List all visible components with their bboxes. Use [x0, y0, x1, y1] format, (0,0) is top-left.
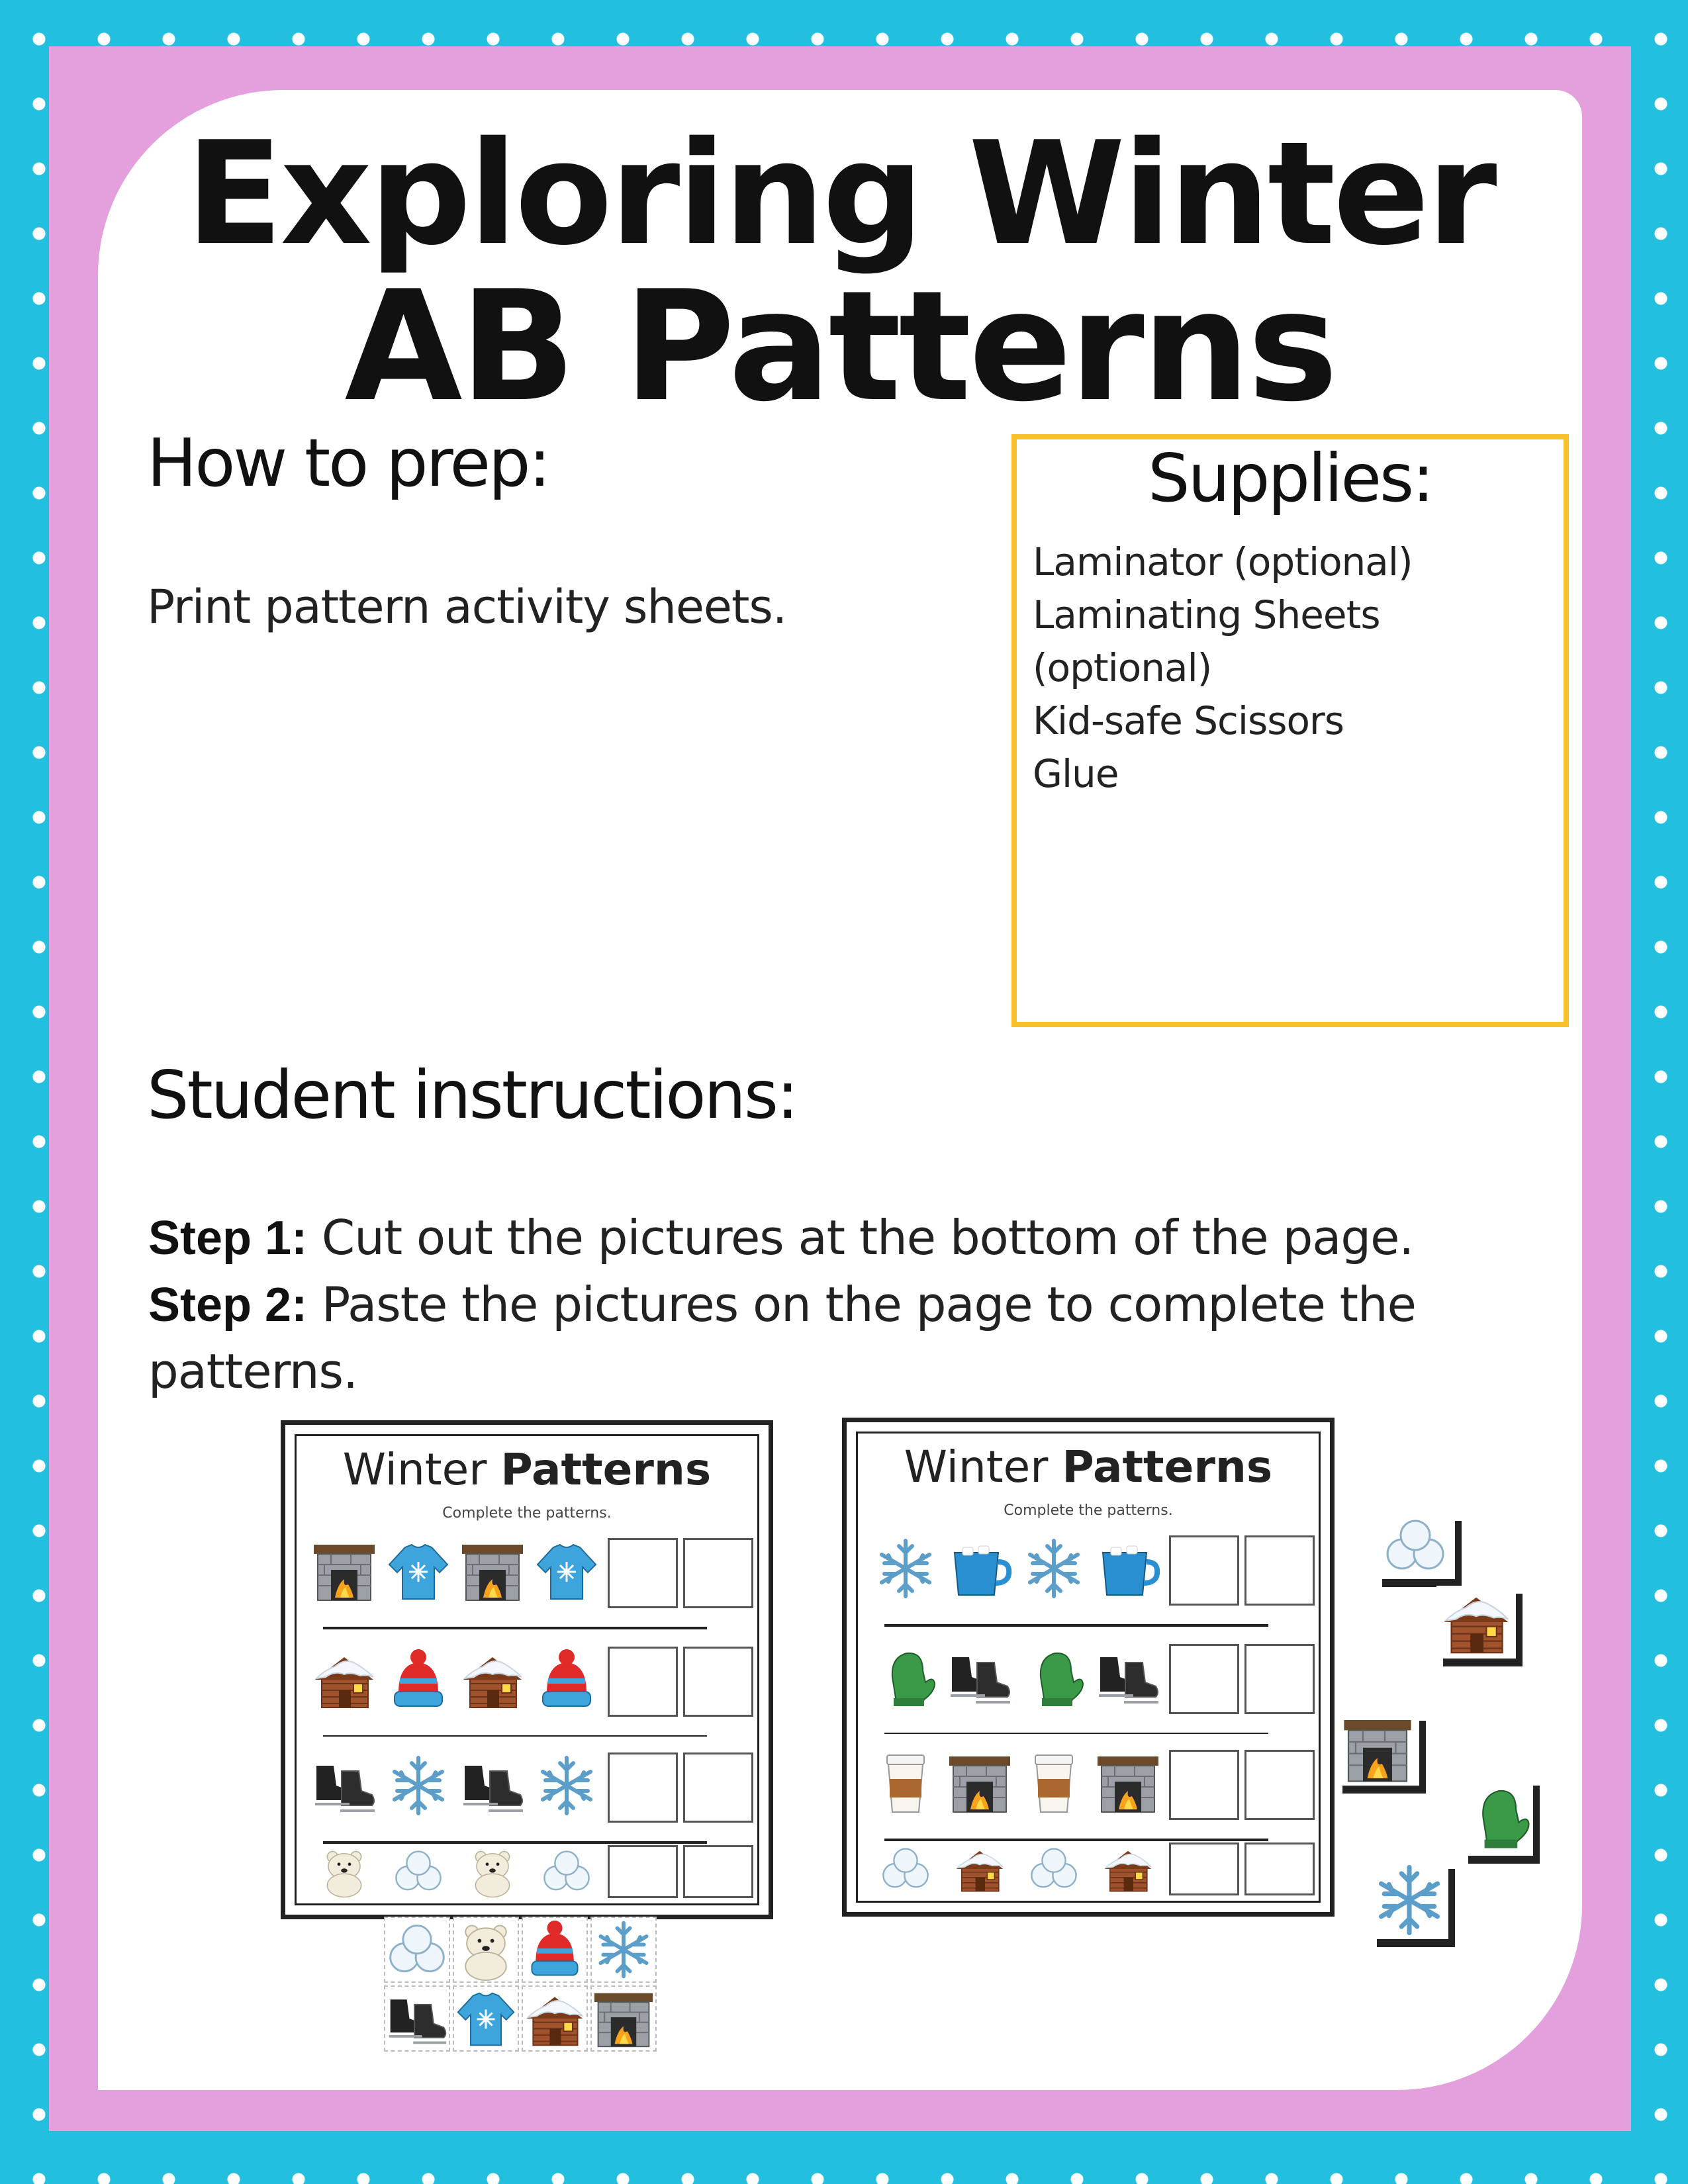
sweater-icon	[534, 1538, 600, 1604]
ice-skates-icon	[311, 1752, 377, 1819]
cabin-icon	[947, 1843, 1013, 1895]
snowflake-icon	[590, 1917, 657, 1983]
polar-bear-icon	[453, 1917, 519, 1983]
ice-skates-icon	[947, 1644, 1013, 1710]
hot-cocoa-icon	[1095, 1535, 1161, 1602]
answer-box	[683, 1845, 753, 1898]
ice-skates-icon	[459, 1752, 526, 1819]
row-divider	[323, 1841, 707, 1844]
worksheet-title-light: Winter	[342, 1444, 487, 1495]
instructions-heading: Student instructions:	[147, 1056, 797, 1134]
step-1-text: Cut out the pictures at the bottom of the page.	[307, 1210, 1414, 1265]
fireplace-icon	[1336, 1713, 1419, 1786]
supply-item: Laminator (optional)	[1033, 539, 1413, 584]
polar-bear-icon	[459, 1845, 526, 1898]
cabin-icon	[1436, 1586, 1516, 1659]
page-title-line1: Exploring Winter	[185, 111, 1495, 277]
snowballs-icon	[872, 1843, 939, 1895]
snowflake-icon	[1021, 1535, 1087, 1602]
answer-box	[1169, 1750, 1239, 1820]
answer-box	[1244, 1535, 1315, 1606]
cabin-icon	[1095, 1843, 1161, 1895]
winter-hat-icon	[522, 1917, 588, 1983]
answer-box	[1169, 1843, 1239, 1895]
step-2-text: Paste the pictures on the page to complete the patterns.	[148, 1277, 1416, 1399]
step-2	[148, 1271, 1505, 1404]
ice-skates-icon	[1095, 1644, 1161, 1710]
supply-item: Laminating Sheets (optional)	[1033, 592, 1380, 690]
snowballs-icon	[385, 1845, 451, 1898]
answer-box	[608, 1538, 678, 1608]
fireplace-icon	[947, 1750, 1013, 1816]
fireplace-icon	[590, 1985, 657, 2052]
supplies-heading: Supplies:	[1148, 439, 1432, 517]
worksheet-title-bold: Patterns	[500, 1444, 712, 1495]
snowflake-icon	[872, 1535, 939, 1602]
row-divider	[884, 1733, 1268, 1734]
mitten-icon	[1462, 1778, 1533, 1856]
supplies-list	[1033, 535, 1549, 800]
answer-box	[1169, 1535, 1239, 1606]
mitten-icon	[872, 1644, 939, 1710]
snowflake-icon	[1370, 1861, 1448, 1939]
cabin-icon	[459, 1647, 526, 1713]
answer-box	[683, 1647, 753, 1717]
worksheet-subtitle: Complete the patterns.	[442, 1505, 612, 1522]
worksheet-title	[297, 1444, 757, 1495]
answer-box	[1244, 1843, 1315, 1895]
supply-item: Kid-safe Scissors	[1033, 698, 1344, 743]
answer-box	[608, 1647, 678, 1717]
step-1-label: Step 1:	[148, 1212, 308, 1265]
coffee-cup-icon	[1021, 1750, 1087, 1816]
sweater-icon	[453, 1985, 519, 2052]
page-title-line2: AB Patterns	[344, 259, 1336, 435]
fireplace-icon	[459, 1538, 526, 1604]
worksheet-title	[858, 1441, 1319, 1492]
polar-bear-icon	[311, 1845, 377, 1898]
worksheet-border	[856, 1432, 1321, 1903]
coffee-cup-icon	[872, 1750, 939, 1816]
snowballs-icon	[1021, 1843, 1087, 1895]
snowballs-icon	[534, 1845, 600, 1898]
answer-box	[608, 1752, 678, 1823]
answer-box	[683, 1752, 753, 1823]
row-divider	[323, 1735, 707, 1737]
worksheet-preview-2	[842, 1418, 1335, 1917]
prep-heading: How to prep:	[147, 424, 549, 502]
snowballs-icon	[384, 1917, 450, 1983]
cabin-icon	[522, 1985, 588, 2052]
answer-box	[1244, 1644, 1315, 1714]
answer-box	[608, 1845, 678, 1898]
worksheet-subtitle: Complete the patterns.	[1004, 1502, 1173, 1519]
hot-cocoa-icon	[947, 1535, 1013, 1602]
snowflake-icon	[534, 1752, 600, 1819]
snowballs-icon	[1376, 1513, 1455, 1579]
worksheet-preview-1	[281, 1420, 773, 1919]
worksheet-title-light: Winter	[904, 1441, 1049, 1492]
row-divider	[884, 1624, 1268, 1627]
prep-text: Print pattern activity sheets.	[147, 580, 787, 634]
steps-text	[148, 1205, 1505, 1404]
worksheet-title-bold: Patterns	[1062, 1441, 1273, 1492]
snowflake-icon	[385, 1752, 451, 1819]
row-divider	[884, 1839, 1268, 1841]
row-divider	[323, 1627, 707, 1629]
worksheet-border	[295, 1434, 759, 1905]
answer-box	[683, 1538, 753, 1608]
step-1	[148, 1205, 1505, 1271]
cabin-icon	[311, 1647, 377, 1713]
answer-box	[1169, 1644, 1239, 1714]
mitten-icon	[1021, 1644, 1087, 1710]
fireplace-icon	[311, 1538, 377, 1604]
cutout-grid	[384, 1917, 662, 2056]
answer-box	[1244, 1750, 1315, 1820]
ice-skates-icon	[384, 1985, 450, 2052]
winter-hat-icon	[385, 1647, 451, 1713]
winter-hat-icon	[534, 1647, 600, 1713]
supply-item: Glue	[1033, 751, 1119, 796]
sweater-icon	[385, 1538, 451, 1604]
fireplace-icon	[1095, 1750, 1161, 1816]
supplies-box	[1011, 434, 1569, 1027]
step-2-label: Step 2:	[148, 1279, 308, 1332]
